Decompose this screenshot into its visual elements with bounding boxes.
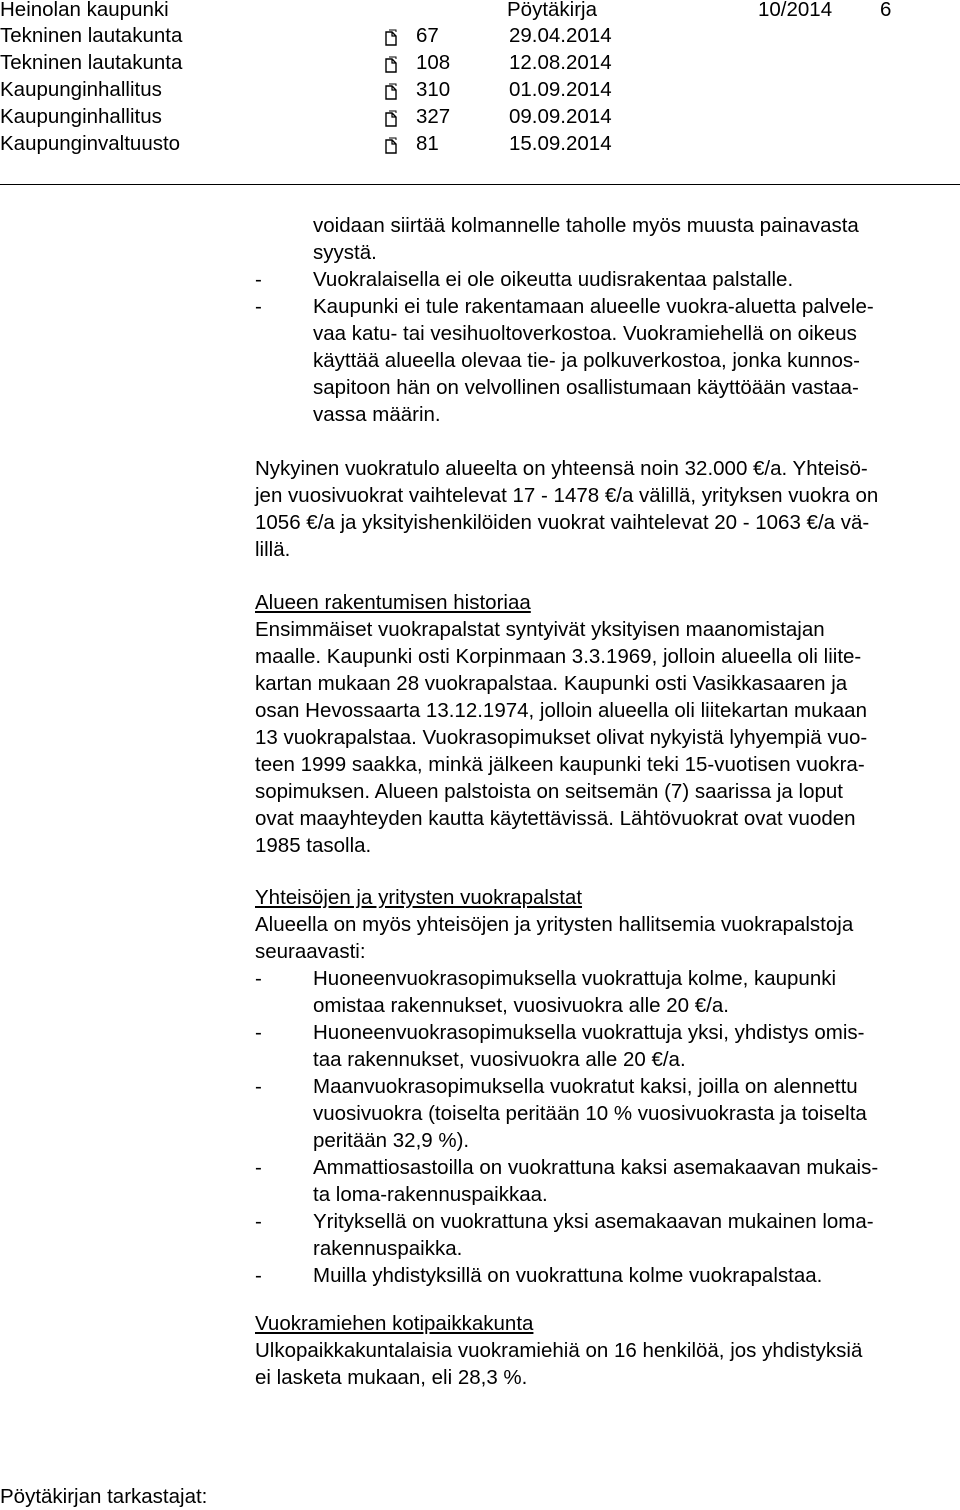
bullet-dash: - bbox=[255, 1075, 262, 1098]
bullet-dash: - bbox=[255, 1156, 262, 1179]
bullet-text: käyttää alueella olevaa tie- ja polkuverkostoa, jonka kunnos- bbox=[313, 349, 860, 372]
section-heading: Vuokramiehen kotipaikkakunta bbox=[255, 1312, 534, 1335]
organization-name: Heinolan kaupunki bbox=[0, 0, 169, 21]
page-number: 6 bbox=[880, 0, 892, 21]
paragraph-line: seuraavasti: bbox=[255, 940, 366, 963]
bullet-dash: - bbox=[255, 1264, 262, 1287]
paragraph-line: ei lasketa mukaan, eli 28,3 %. bbox=[255, 1366, 528, 1389]
paragraph-line: 13 vuokrapalstaa. Vuokrasopimukset olivat nykyistä lyhyempiä vuo- bbox=[255, 726, 868, 749]
paragraph-line: lillä. bbox=[255, 538, 291, 561]
bullet-text: taa rakennukset, vuosivuokra alle 20 €/a. bbox=[313, 1048, 686, 1071]
paragraph-line: teen 1999 saakka, minkä jälkeen kaupunki teki 15-vuotisen vuokra- bbox=[255, 753, 865, 776]
bullet-text: vassa määrin. bbox=[313, 403, 441, 426]
paragraph-line: osan Hevossaarta 13.12.1974, jolloin alueella oli liitekartan mukaan bbox=[255, 699, 867, 722]
bullet-text: peritään 32,9 %). bbox=[313, 1129, 470, 1152]
history-body: Tekninen lautakunta bbox=[0, 51, 183, 74]
section-heading: Yhteisöjen ja yritysten vuokrapalstat bbox=[255, 886, 583, 909]
bullet-text: Kaupunki ei tule rakentamaan alueelle vuokra-aluetta palvele- bbox=[313, 295, 874, 318]
bullet-text: Huoneenvuokrasopimuksella vuokrattuja yksi, yhdistys omis- bbox=[313, 1021, 865, 1044]
bullet-text: Muilla yhdistyksillä on vuokrattuna kolme vuokrapalstaa. bbox=[313, 1264, 823, 1287]
paragraph-line: jen vuosivuokrat vaihtelevat 17 - 1478 €/a välillä, yrityksen vuokra on bbox=[255, 484, 879, 507]
document-reference-icon bbox=[384, 56, 398, 74]
history-body: Kaupunginhallitus bbox=[0, 105, 162, 128]
section-heading: Alueen rakentumisen historiaa bbox=[255, 591, 531, 614]
bullet-text: Ammattiosastoilla on vuokrattuna kaksi asemakaavan mukais- bbox=[313, 1156, 879, 1179]
history-number: 310 bbox=[416, 78, 451, 101]
paragraph-line: maalle. Kaupunki osti Korpinmaan 3.3.1969, jolloin alueella oli liite- bbox=[255, 645, 862, 668]
history-date: 15.09.2014 bbox=[509, 132, 612, 155]
bullet-text: rakennuspaikka. bbox=[313, 1237, 463, 1260]
history-date: 12.08.2014 bbox=[509, 51, 612, 74]
history-date: 01.09.2014 bbox=[509, 78, 612, 101]
paragraph-line: Ensimmäiset vuokrapalstat syntyivät yksityisen maanomistajan bbox=[255, 618, 825, 641]
history-number: 327 bbox=[416, 105, 451, 128]
bullet-text: Vuokralaisella ei ole oikeutta uudisrakentaa palstalle. bbox=[313, 268, 794, 291]
bullet-text: Yrityksellä on vuokrattuna yksi asemakaavan mukainen loma- bbox=[313, 1210, 874, 1233]
bullet-text: Huoneenvuokrasopimuksella vuokrattuja kolme, kaupunki bbox=[313, 967, 837, 990]
bullet-dash: - bbox=[255, 295, 262, 318]
paragraph-line: Nykyinen vuokratulo alueelta on yhteensä noin 32.000 €/a. Yhteisö- bbox=[255, 457, 868, 480]
document-reference-icon bbox=[384, 29, 398, 47]
history-number: 108 bbox=[416, 51, 451, 74]
paragraph-line: 1056 €/a ja yksityishenkilöiden vuokrat vaihtelevat 20 - 1063 €/a vä- bbox=[255, 511, 870, 534]
bullet-text: omistaa rakennukset, vuosivuokra alle 20 €/a. bbox=[313, 994, 729, 1017]
reviewers-label: Pöytäkirjan tarkastajat: bbox=[0, 1485, 208, 1508]
paragraph-line: sopimuksen. Alueen palstoista on seitsemän (7) saarissa ja loput bbox=[255, 780, 843, 803]
paragraph-line: Ulkopaikkakuntalaisia vuokramiehiä on 16 henkilöä, jos yhdistyksiä bbox=[255, 1339, 863, 1362]
bullet-dash: - bbox=[255, 967, 262, 990]
bullet-dash: - bbox=[255, 268, 262, 291]
header-divider bbox=[0, 184, 960, 185]
bullet-text: sapitoon hän on velvollinen osallistumaan käyttöään vastaa- bbox=[313, 376, 859, 399]
history-date: 09.09.2014 bbox=[509, 105, 612, 128]
paragraph-line: Alueella on myös yhteisöjen ja yritysten hallitsemia vuokrapalstoja bbox=[255, 913, 854, 936]
bullet-text: vuosivuokra (toiselta peritään 10 % vuosivuokrasta ja toiselta bbox=[313, 1102, 867, 1125]
history-body: Tekninen lautakunta bbox=[0, 24, 183, 47]
paragraph-line: 1985 tasolla. bbox=[255, 834, 372, 857]
bullet-text: ta loma-rakennuspaikkaa. bbox=[313, 1183, 548, 1206]
bullet-dash: - bbox=[255, 1021, 262, 1044]
bullet-text: Maanvuokrasopimuksella vuokratut kaksi, joilla on alennettu bbox=[313, 1075, 858, 1098]
history-date: 29.04.2014 bbox=[509, 24, 612, 47]
issue-number: 10/2014 bbox=[758, 0, 833, 21]
history-body: Kaupunginhallitus bbox=[0, 78, 162, 101]
document-reference-icon bbox=[384, 83, 398, 101]
intro-line: voidaan siirtää kolmannelle taholle myös muusta painavasta bbox=[313, 214, 859, 237]
document-type: Pöytäkirja bbox=[507, 0, 598, 21]
document-reference-icon bbox=[384, 137, 398, 155]
history-body: Kaupunginvaltuusto bbox=[0, 132, 181, 155]
history-number: 67 bbox=[416, 24, 439, 47]
paragraph-line: kartan mukaan 28 vuokrapalstaa. Kaupunki osti Vasikkasaaren ja bbox=[255, 672, 848, 695]
document-reference-icon bbox=[384, 110, 398, 128]
intro-line: syystä. bbox=[313, 241, 377, 264]
history-number: 81 bbox=[416, 132, 439, 155]
paragraph-line: ovat maayhteyden kautta käytettävissä. Lähtövuokrat ovat vuoden bbox=[255, 807, 856, 830]
bullet-text: vaa katu- tai vesihuoltoverkostoa. Vuokramiehellä on oikeus bbox=[313, 322, 857, 345]
bullet-dash: - bbox=[255, 1210, 262, 1233]
